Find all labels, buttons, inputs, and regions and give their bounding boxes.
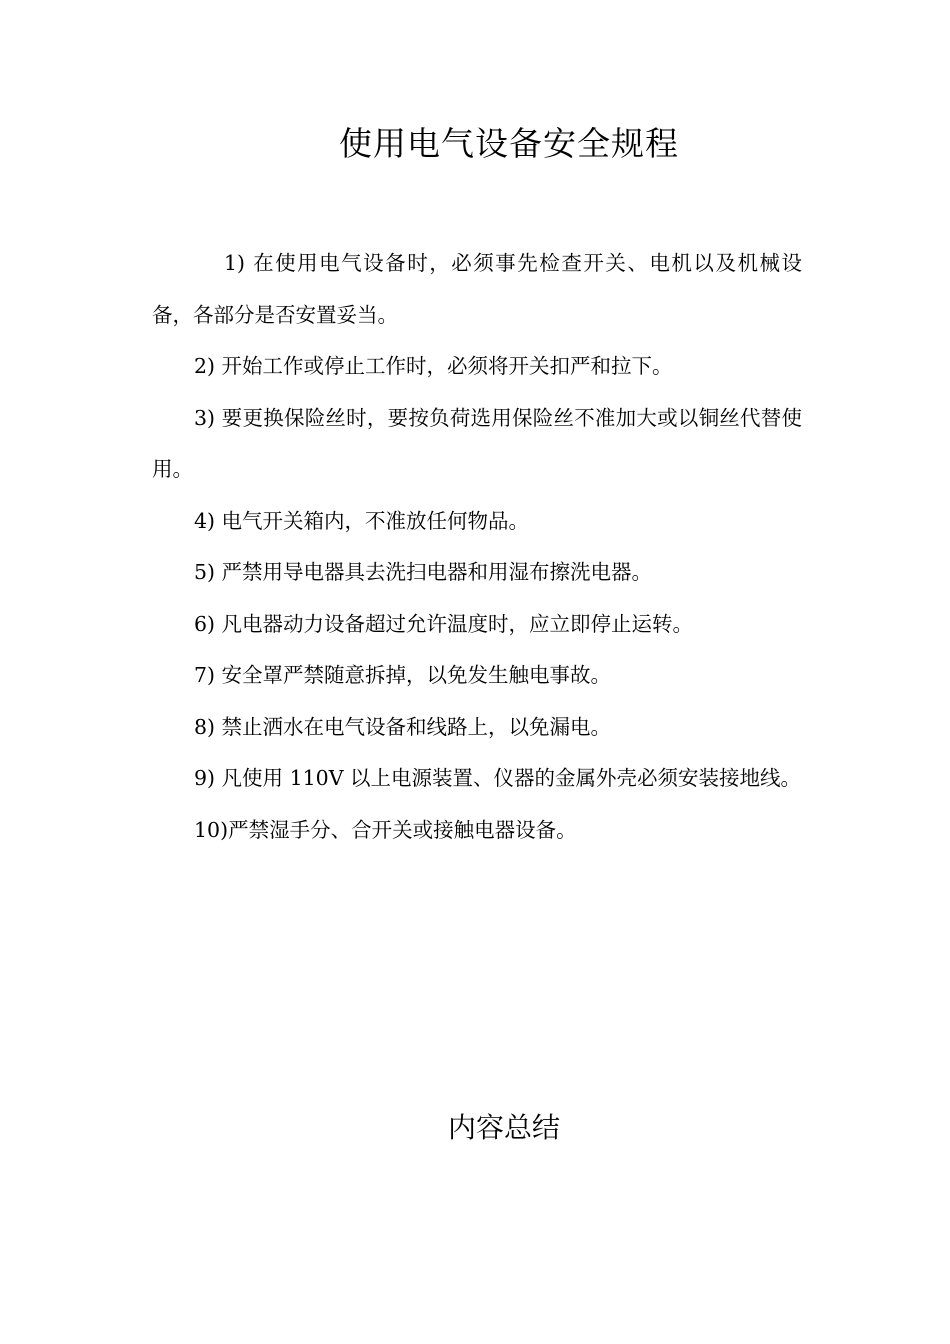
summary-heading: 内容总结 <box>447 1111 560 1144</box>
rule-item: 1) 在使用电气设备时，必须事先检查开关、电机以及机械设备，各部分是否安置妥当。 <box>152 251 802 327</box>
rule-item: 5) 严禁用导电器具去洗扫电器和用湿布擦洗电器。 <box>194 560 653 584</box>
rules-list <box>152 238 802 856</box>
rule-item: 7) 安全罩严禁随意拆掉，以免发生触电事故。 <box>194 663 612 687</box>
rule-item: 6) 凡电器动力设备超过允许温度时，应立即停止运转。 <box>194 611 694 636</box>
rule-item: 4) 电气开关箱内，不准放任何物品。 <box>194 508 530 533</box>
rule-item: 8) 禁止洒水在电气设备和线路上，以免漏电。 <box>194 714 612 739</box>
rule-item: 3) 要更换保险丝时，要按负荷选用保险丝不准加大或以铜丝代替使用。 <box>152 405 802 481</box>
document-title: 使用电气设备安全规程 <box>339 124 679 163</box>
rule-item: 10)严禁湿手分、合开关或接触电器设备。 <box>194 817 577 842</box>
rule-item: 9) 凡使用 110V 以上电源装置、仪器的金属外壳必须安装接地线。 <box>194 766 802 790</box>
rule-item: 2) 开始工作或停止工作时，必须将开关扣严和拉下。 <box>194 354 673 378</box>
